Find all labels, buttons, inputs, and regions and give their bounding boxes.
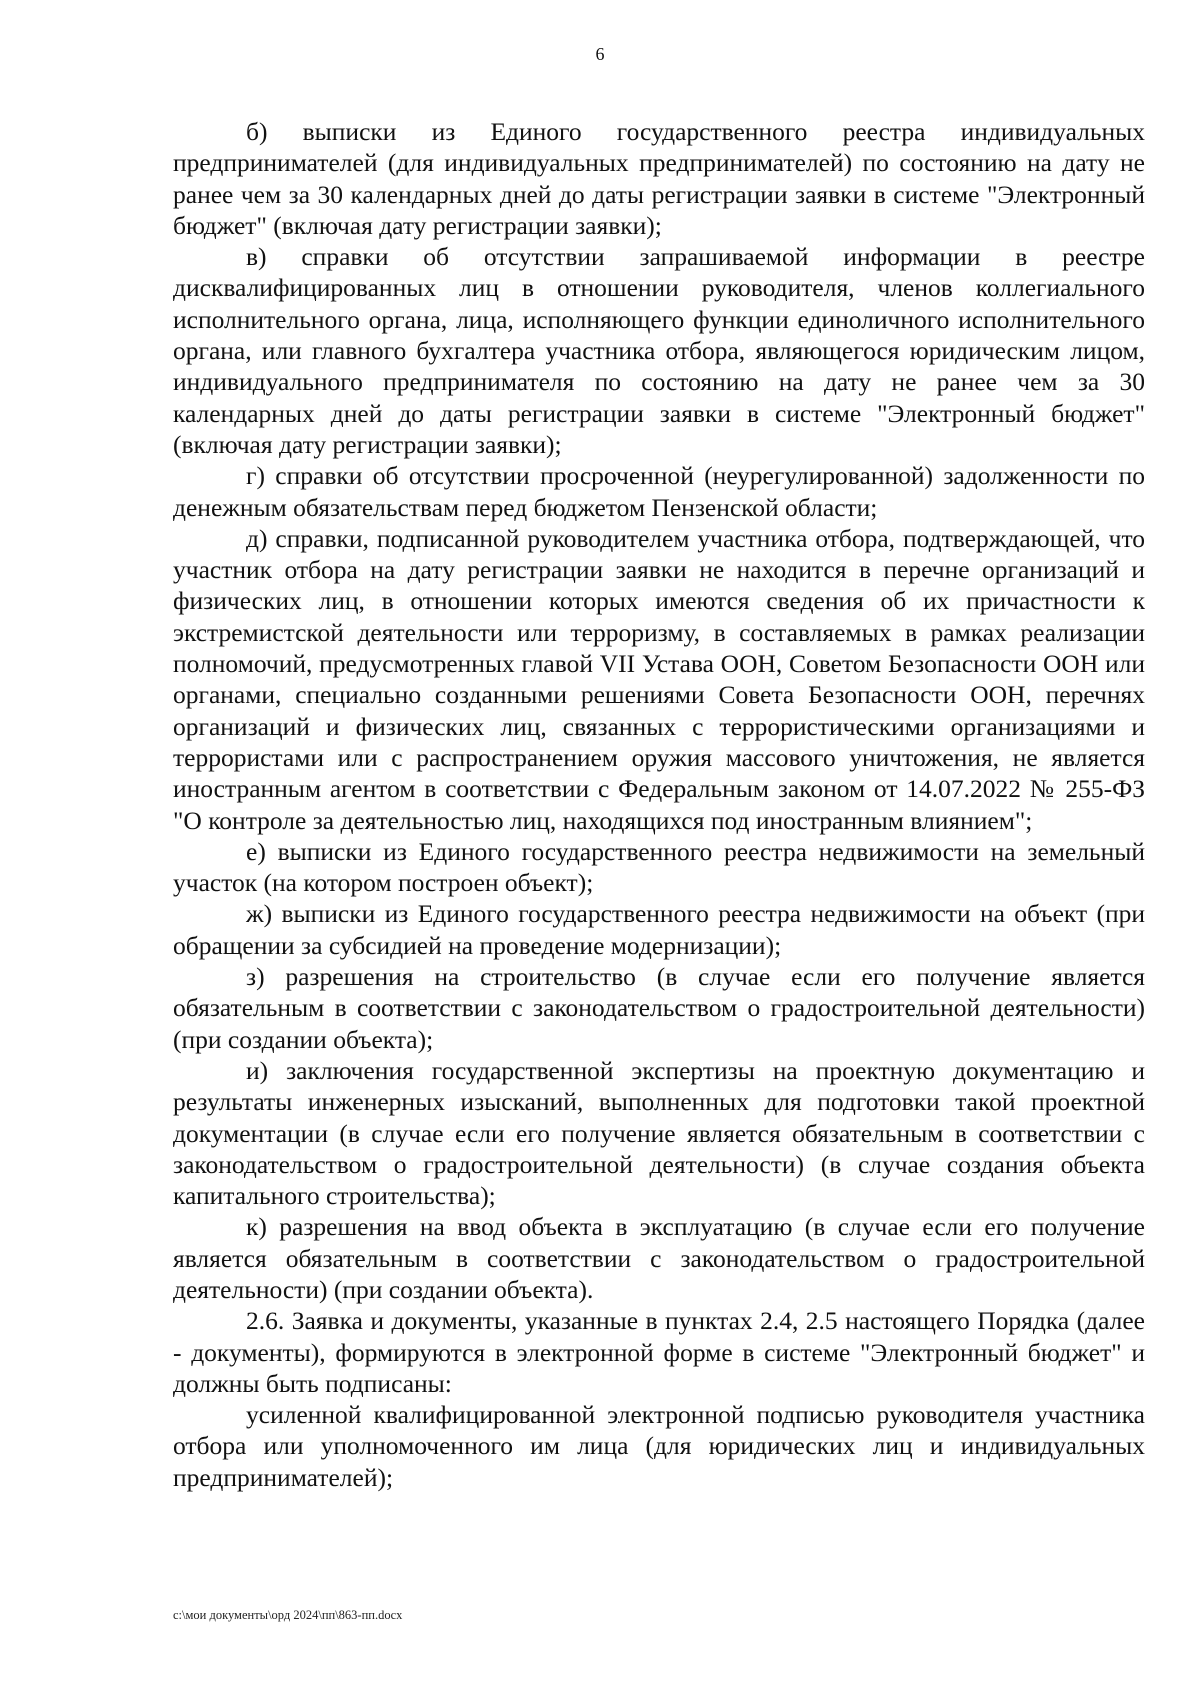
paragraph-e-land-extract: е) выписки из Единого государственного реестра недвижимости на земельный участок (на котором построен объект);	[173, 836, 1145, 898]
paragraph-qualified-signature: усиленной квалифицированной электронной подписью руководителя участника отбора или уполномоченного им лица (для юридических лиц и индивидуальных предпринимателей);	[173, 1400, 1145, 1492]
paragraph-v-disqualified-persons: в) справки об отсутствии запрашиваемой информации в реестре дисквалифицированных лиц в отношении руководителя, членов коллегиального исполнительного органа, лица, исполняющего функции единоличного исполнительного органа, или главного бухгалтера участника отбора, являющегося юридическим лицом, индивидуального предпринимателя по состоянию на дату не ранее чем за 30 календарных дней до даты регистрации заявки в системе "Электронный бюджет" (включая дату регистрации заявки);	[173, 242, 1145, 459]
paragraph-z-building-permit: з) разрешения на строительство (в случае если его получение является обязательным в соответствии с законодательством о градостроительной деятельности) (при создании объекта);	[173, 962, 1145, 1054]
paragraph-zh-object-extract: ж) выписки из Единого государственного реестра недвижимости на объект (при обращении за субсидией на проведение модернизации);	[173, 899, 1145, 960]
page-number: 6	[595, 44, 605, 64]
paragraph-k-commissioning-permit: к) разрешения на ввод объекта в эксплуатацию (в случае если его получение является обязательным в соответствии с законодательством о градостроительной деятельности) (при создании объекта).	[173, 1212, 1145, 1304]
footer-file-path: c:\мои документы\орд 2024\пп\863-пп.docx	[173, 1608, 403, 1622]
paragraph-b-egrip-extract: б) выписки из Единого государственного реестра индивидуальных предпринимателей (для индивидуальных предпринимателей) по состоянию на дату не ранее чем за 30 календарных дней до даты регистрации заявки в системе "Электронный бюджет" (включая дату регистрации заявки);	[173, 117, 1145, 240]
paragraph-2-6-application-signing: 2.6. Заявка и документы, указанные в пунктах 2.4, 2.5 настоящего Порядка (далее - документы), формируются в электронной форме в системе "Электронный бюджет" и должны быть подписаны:	[173, 1306, 1145, 1398]
paragraph-d-extremism-certificate: д) справки, подписанной руководителем участника отбора, подтверждающей, что участник отбора на дату регистрации заявки не находится в перечне организаций и физических лиц, в отношении которых имеются сведения об их причастности к экстремистской деятельности или терроризму, в составляемых в рамках реализации полномочий, предусмотренных главой VII Устава ООН, Советом Безопасности ООН или органами, специально созданными решениями Совета Безопасности ООН, перечнях организаций и физических лиц, связанных с террористическими организациями и террористами или с распространением оружия массового уничтожения, не является иностранным агентом в соответствии с Федеральным законом от 14.07.2022 № 255-ФЗ "О контроле за деятельностью лиц, находящихся под иностранным влиянием";	[173, 523, 1145, 835]
paragraph-g-no-debt: г) справки об отсутствии просроченной (неурегулированной) задолженности по денежным обязательствам перед бюджетом Пензенской области;	[173, 461, 1145, 522]
paragraph-i-state-expertise: и) заключения государственной экспертизы на проектную документацию и результаты инженерных изысканий, выполненных для подготовки такой проектной документации (в случае если его получение является обязательным в соответствии с законодательством о градостроительной деятельности) (в случае создания объекта капитального строительства);	[173, 1055, 1145, 1211]
document-body	[173, 116, 1145, 1493]
